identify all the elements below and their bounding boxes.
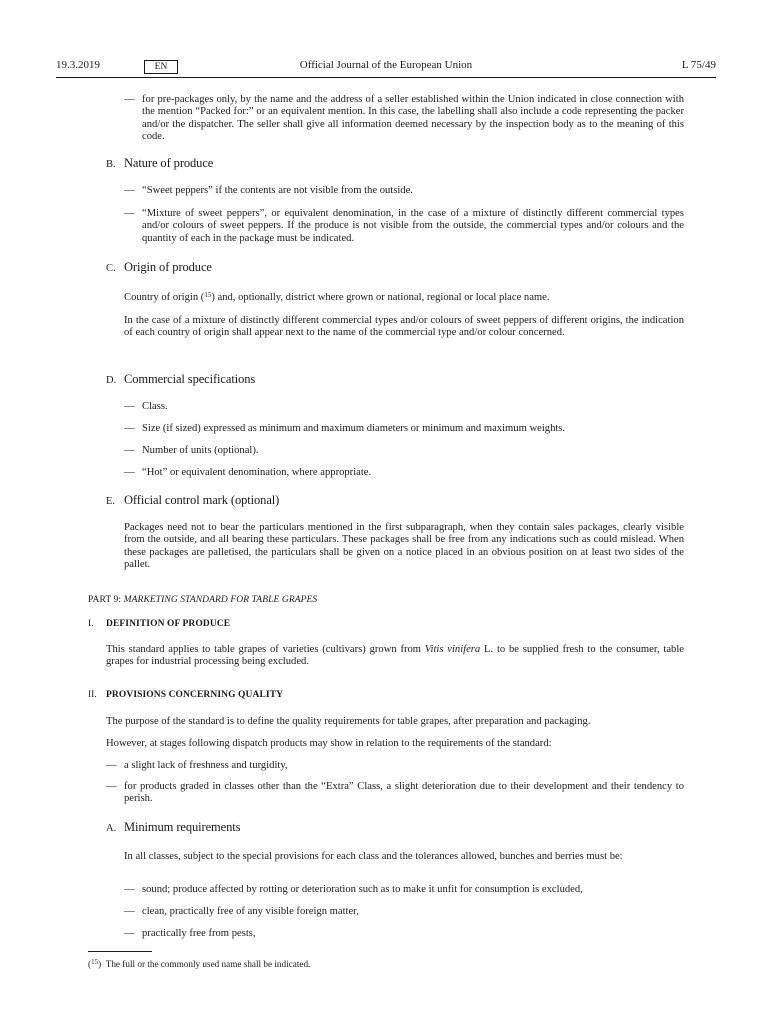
paragraph: This standard applies to table grapes of varieties (cultivars) grown from Vitis vinifera L. to be supplied fresh to the consumer, table grapes for industrial processing being excluded. <box>106 644 684 668</box>
part-heading: PART 9: MARKETING STANDARD FOR TABLE GRAPES <box>88 595 318 605</box>
footnote-number: 15 <box>91 958 99 966</box>
paragraph: In the case of a mixture of distinctly different commercial types and/or colours of sweet peppers of different origins, the indication of each country of origin shall appear next to the name of the commercial type and/or colour concerned. <box>124 315 684 339</box>
list-item: — “Mixture of sweet peppers”, or equivalent denomination, in the case of a mixture of distinctly different commercial types and/or colours of sweet peppers. If the produce is not visible from the outside, the commercial types and/or colours and the quantity of each in the package must be indicated. <box>124 208 684 244</box>
list-item-text: for products graded in classes other than the “Extra” Class, a slight deterioration due to their development and their tendency to perish. <box>124 781 684 805</box>
paragraph: The purpose of the standard is to define the quality requirements for table grapes, after preparation and packaging. <box>106 716 591 727</box>
footnote-text: The full or the commonly used name shall be indicated. <box>105 959 311 969</box>
footnote-ref[interactable]: 15 <box>204 291 212 299</box>
section-heading: Commercial specifications <box>124 372 256 386</box>
dash-marker: — <box>124 94 135 105</box>
section-letter: D. <box>106 375 117 386</box>
list-item-text: Number of units (optional). <box>142 445 259 456</box>
list-item: — for products graded in classes other than the “Extra” Class, a slight deterioration due to their development and their tendency to perish. <box>106 781 684 805</box>
page-number: L 75/49 <box>681 59 716 71</box>
section-heading: Minimum requirements <box>124 820 241 834</box>
list-item: — Class. <box>124 401 684 413</box>
page-header <box>56 59 716 75</box>
paragraph: Country of origin ($^{15}$) and, optionally, district where grown or national, regional or local place name. <box>124 291 550 303</box>
section-heading: Nature of produce <box>124 156 214 170</box>
language-badge: EN <box>144 60 178 74</box>
list-item: — Size (if sized) expressed as minimum and maximum diameters or minimum and maximum weights. <box>124 423 684 435</box>
list-item-text: practically free from pests, <box>142 928 256 939</box>
header-date: 19.3.2019 <box>56 59 100 71</box>
list-item-text: “Mixture of sweet peppers”, or equivalent denomination, in the case of a mixture of distinctly different commercial types and/or colours of sweet peppers. If the produce is not visible from the outside, the commercial types and/or colours and the quantity of each in the package must be indicated. <box>142 208 684 244</box>
section-letter: C. <box>106 263 116 274</box>
list-item-text: “Hot” or equivalent denomination, where appropriate. <box>142 467 372 478</box>
section-heading: Origin of produce <box>124 260 212 274</box>
footnote: ($^{15}$) The full or the commonly used name shall be indicated. <box>88 958 311 969</box>
list-item: — clean, practically free of any visible foreign matter, <box>124 906 684 918</box>
list-item-text: Class. <box>142 401 168 412</box>
section-heading: PROVISIONS CONCERNING QUALITY <box>106 690 284 700</box>
list-item: — “Hot” or equivalent denomination, where appropriate. <box>124 467 684 479</box>
section-letter: E. <box>106 496 116 507</box>
list-item-text: “Sweet peppers” if the contents are not visible from the outside. <box>142 185 413 196</box>
list-item-text: for pre-packages only, by the name and the address of a seller established within the Union indicated in close connection with the mention “Packed for:” or an equivalent mention. In this case, the labelling shall also include a code representing the packer and/or the dispatcher. The seller shall give all information deemed necessary by the inspection body as to the meaning of this code. <box>142 94 684 143</box>
list-item <box>124 94 684 144</box>
section-letter: B. <box>106 159 116 170</box>
list-item-text: Size (if sized) expressed as minimum and maximum diameters or minimum and maximum weights. <box>142 423 566 434</box>
section-heading: DEFINITION OF PRODUCE <box>106 619 231 629</box>
list-item: — practically free from pests, <box>124 928 684 940</box>
list-item-text: a slight lack of freshness and turgidity, <box>124 760 288 771</box>
list-item: — sound; produce affected by rotting or deterioration such as to make it unfit for consumption is excluded, <box>124 884 684 896</box>
section-numeral: I. <box>88 619 94 629</box>
section-letter: A. <box>106 823 117 834</box>
paragraph: Packages need not to bear the particulars mentioned in the first subparagraph, when they contain sales packages, clearly visible from the outside, and all bearing these particulars. These packages shall be free from any indications such as could mislead. When these packages are palletised, the particulars shall be given on a notice placed in an obvious position on at least two sides of the pallet. <box>124 522 684 571</box>
header-rule <box>56 77 716 78</box>
list-item-text: sound; produce affected by rotting or deterioration such as to make it unfit for consumption is excluded, <box>142 884 583 895</box>
list-item: — a slight lack of freshness and turgidity, <box>106 760 684 772</box>
list-item: — “Sweet peppers” if the contents are not visible from the outside. <box>124 185 684 197</box>
section-heading: Official control mark (optional) <box>124 493 280 507</box>
part-title: MARKETING STANDARD FOR TABLE GRAPES <box>123 595 318 605</box>
paragraph: In all classes, subject to the special provisions for each class and the tolerances allowed, bunches and berries must be: <box>124 851 623 862</box>
paragraph: However, at stages following dispatch products may show in relation to the requirements of the standard: <box>106 738 552 749</box>
list-item-text: clean, practically free of any visible foreign matter, <box>142 906 359 917</box>
footnote-rule <box>88 951 152 952</box>
section-numeral: II. <box>88 690 97 700</box>
list-item: — Number of units (optional). <box>124 445 684 457</box>
journal-title: Official Journal of the European Union <box>299 59 473 71</box>
